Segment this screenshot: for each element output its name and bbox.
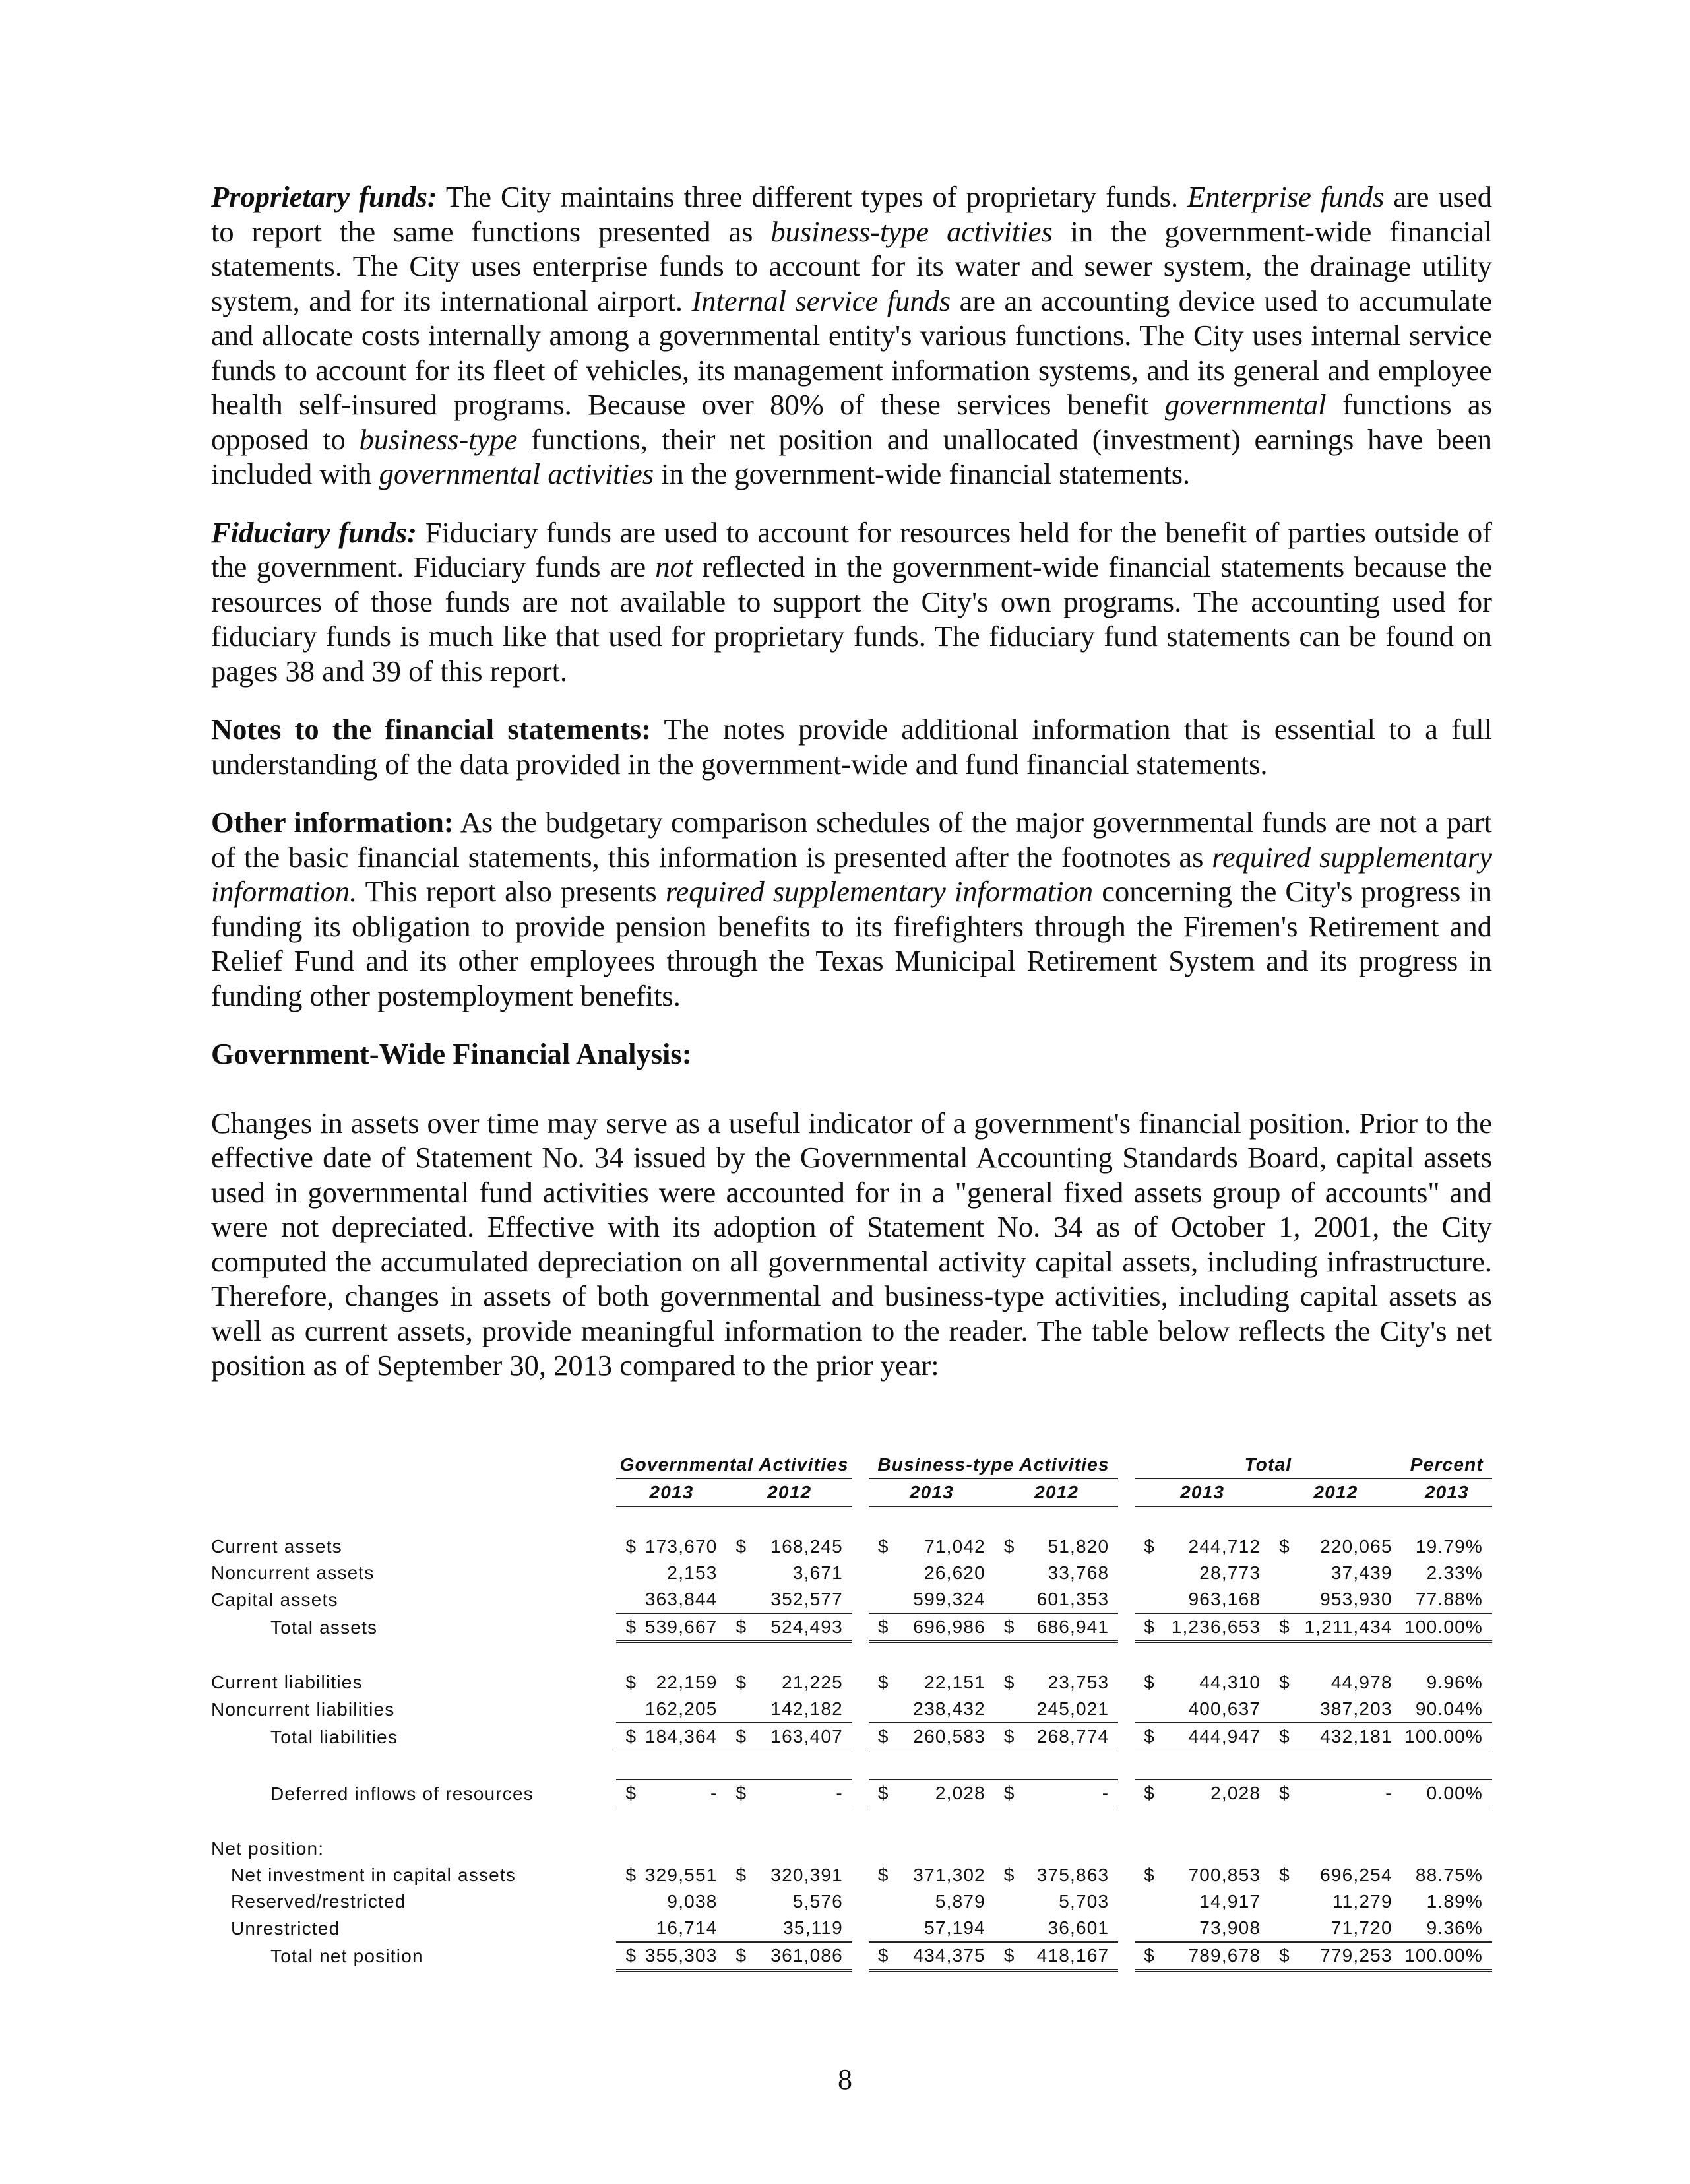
value-cell: 3,671 bbox=[792, 1562, 843, 1583]
currency-symbol: $ bbox=[727, 1780, 755, 1808]
table-row bbox=[211, 1780, 1492, 1808]
text: functions as opposed to bbox=[211, 388, 1493, 456]
currency-symbol bbox=[1270, 1696, 1298, 1723]
text: As the budgetary comparison schedules of the major governmental funds are not a part of the basic financial statements, this information is presented after the footnotes as bbox=[211, 806, 1492, 874]
value-cell: 1,211,434 bbox=[1298, 1613, 1402, 1642]
page-number: 8 bbox=[838, 2063, 852, 2096]
currency-symbol: $ bbox=[625, 1536, 637, 1557]
currency-symbol bbox=[995, 1696, 1023, 1723]
page-content bbox=[211, 179, 1493, 1966]
currency-symbol bbox=[727, 1696, 755, 1723]
value-cell: 35,119 bbox=[783, 1917, 843, 1938]
currency-symbol: $ bbox=[616, 1780, 644, 1808]
value-cell: 16,714 bbox=[656, 1917, 718, 1938]
value-cell: 57,194 bbox=[924, 1917, 986, 1938]
currency-symbol: $ bbox=[625, 1865, 637, 1885]
text: in the government-wide financial statements. The City uses enterprise funds to account for its water and sewer system, the drainage utility system, and for its international airport. bbox=[211, 214, 1492, 317]
currency-symbol: $ bbox=[727, 1613, 755, 1642]
value-cell: 387,203 bbox=[1320, 1698, 1393, 1719]
currency-symbol: $ bbox=[1270, 1723, 1298, 1751]
table-row bbox=[211, 1560, 1492, 1586]
value-cell: 26,620 bbox=[924, 1562, 986, 1583]
lead-other-information: Other information: bbox=[211, 806, 454, 839]
value-cell: 245,021 bbox=[1036, 1698, 1110, 1719]
table-row bbox=[211, 1586, 1492, 1613]
text: The City maintains three different types of proprietary funds. bbox=[437, 180, 1188, 213]
percent-cell: 9.36% bbox=[1426, 1917, 1483, 1938]
table-row bbox=[211, 1613, 1492, 1642]
row-label: Noncurrent assets bbox=[211, 1562, 375, 1583]
value-cell: 184,364 bbox=[645, 1723, 727, 1751]
currency-symbol: $ bbox=[1135, 1613, 1162, 1642]
value-cell: 14,917 bbox=[1199, 1891, 1261, 1911]
percent-cell: 2.33% bbox=[1426, 1562, 1483, 1583]
currency-symbol: $ bbox=[1270, 1942, 1298, 1970]
header-year: 2013 bbox=[869, 1479, 995, 1506]
value-cell: 686,941 bbox=[1023, 1613, 1118, 1642]
value-cell: 371,302 bbox=[913, 1865, 986, 1885]
currency-symbol bbox=[1135, 1696, 1162, 1723]
text: reflected in the government-wide financial statements because the resources of those funds are not available to support the City's own programs. The accounting used for fiduciary funds is much like that used for proprietary funds. The fiduciary fund statements can be found on pages 38 and 39 of this report. bbox=[211, 550, 1492, 688]
currency-symbol: $ bbox=[735, 1672, 747, 1692]
italic-term: required supplementary information bbox=[665, 875, 1094, 908]
percent-cell: 88.75% bbox=[1415, 1865, 1483, 1885]
value-cell: 2,153 bbox=[667, 1562, 718, 1583]
value-cell: 1,236,653 bbox=[1162, 1613, 1270, 1642]
value-cell: 963,168 bbox=[1188, 1589, 1261, 1609]
currency-symbol: $ bbox=[869, 1942, 897, 1970]
currency-symbol: $ bbox=[1003, 1865, 1015, 1885]
currency-symbol bbox=[727, 1888, 755, 1915]
value-cell: 23,753 bbox=[1048, 1672, 1110, 1692]
value-cell: 37,439 bbox=[1330, 1562, 1393, 1583]
percent-cell: 9.96% bbox=[1426, 1672, 1483, 1692]
percent-cell: 100.00% bbox=[1402, 1613, 1492, 1642]
value-cell: 418,167 bbox=[1023, 1942, 1118, 1970]
currency-symbol bbox=[869, 1915, 897, 1942]
text: are used to report the same functions presented as bbox=[211, 180, 1492, 248]
value-cell: 44,310 bbox=[1199, 1672, 1261, 1692]
value-cell: 260,583 bbox=[897, 1723, 995, 1751]
currency-symbol: $ bbox=[1279, 1865, 1290, 1885]
paragraph-notes bbox=[211, 712, 1492, 781]
currency-symbol: $ bbox=[869, 1613, 897, 1642]
value-cell: 51,820 bbox=[1048, 1536, 1110, 1557]
value-cell: 11,279 bbox=[1332, 1891, 1393, 1911]
header-percent: Percent bbox=[1402, 1452, 1492, 1479]
value-cell: 434,375 bbox=[897, 1942, 995, 1970]
currency-symbol: $ bbox=[995, 1780, 1023, 1808]
currency-symbol: $ bbox=[1270, 1613, 1298, 1642]
currency-symbol bbox=[1135, 1560, 1162, 1586]
value-cell: 779,253 bbox=[1298, 1942, 1402, 1970]
percent-cell: 100.00% bbox=[1402, 1723, 1492, 1751]
text: Fiduciary funds are used to account for resources held for the benefit of parties outside of the government. Fiduciary funds are bbox=[211, 515, 1492, 583]
value-cell: 36,601 bbox=[1048, 1917, 1110, 1938]
value-cell: 320,391 bbox=[770, 1865, 843, 1885]
header-year: 2013 bbox=[1402, 1479, 1492, 1506]
currency-symbol bbox=[869, 1560, 897, 1586]
percent-cell: 77.88% bbox=[1415, 1589, 1483, 1609]
table-row bbox=[211, 1888, 1492, 1915]
net-position-table bbox=[211, 1452, 1492, 1972]
currency-symbol: $ bbox=[995, 1723, 1023, 1751]
italic-term: Internal service funds bbox=[691, 284, 951, 317]
table-row bbox=[211, 1696, 1492, 1723]
value-cell: 9,038 bbox=[667, 1891, 718, 1911]
text: are an accounting device used to accumulate and allocate costs internally among a governmental entity's various functions. The City uses internal service funds to account for its fleet of vehicles, its management information systems, and its general and employee health self-insured programs. Because over 80% of these services benefit bbox=[211, 284, 1492, 421]
currency-symbol: $ bbox=[727, 1942, 755, 1970]
row-label: Capital assets bbox=[211, 1589, 338, 1610]
currency-symbol: $ bbox=[1003, 1672, 1015, 1692]
value-cell: 162,205 bbox=[644, 1698, 718, 1719]
lead-fiduciary-funds: Fiduciary funds: bbox=[211, 515, 417, 549]
header-year: 2013 bbox=[1135, 1479, 1270, 1506]
value-cell: 400,637 bbox=[1188, 1698, 1261, 1719]
italic-term: governmental bbox=[1164, 388, 1327, 421]
italic-term: business-type activities bbox=[770, 214, 1053, 248]
percent-cell: 1.89% bbox=[1426, 1891, 1483, 1911]
value-cell: - bbox=[1298, 1780, 1402, 1808]
percent-cell: 19.79% bbox=[1415, 1536, 1483, 1557]
currency-symbol: $ bbox=[877, 1536, 889, 1557]
row-label: Net investment in capital assets bbox=[231, 1865, 516, 1885]
currency-symbol bbox=[727, 1586, 755, 1613]
table-row bbox=[211, 1669, 1492, 1696]
table-row bbox=[211, 1915, 1492, 1942]
row-label: Net position: bbox=[211, 1838, 325, 1859]
value-cell: 142,182 bbox=[770, 1698, 843, 1719]
value-cell: 163,407 bbox=[755, 1723, 852, 1751]
row-label: Deferred inflows of resources bbox=[270, 1783, 534, 1804]
table-row bbox=[211, 1862, 1492, 1888]
table-row bbox=[211, 1836, 1492, 1862]
currency-symbol: $ bbox=[869, 1723, 897, 1751]
currency-symbol bbox=[1270, 1888, 1298, 1915]
currency-symbol: $ bbox=[1135, 1942, 1162, 1970]
currency-symbol: $ bbox=[616, 1942, 644, 1970]
row-label: Total net position bbox=[270, 1945, 423, 1966]
lead-proprietary-funds: Proprietary funds: bbox=[211, 180, 437, 213]
value-cell: 220,065 bbox=[1320, 1536, 1393, 1557]
currency-symbol bbox=[727, 1915, 755, 1942]
currency-symbol bbox=[616, 1888, 644, 1915]
percent-cell: 90.04% bbox=[1415, 1698, 1483, 1719]
currency-symbol: $ bbox=[727, 1723, 755, 1751]
row-label: Total liabilities bbox=[270, 1726, 398, 1747]
value-cell: 524,493 bbox=[755, 1613, 852, 1642]
text: This report also presents bbox=[357, 875, 666, 908]
header-year: 2012 bbox=[1270, 1479, 1402, 1506]
header-year: 2013 bbox=[616, 1479, 726, 1506]
table-row bbox=[211, 1723, 1492, 1751]
value-cell: 361,086 bbox=[755, 1942, 852, 1970]
value-cell: 444,947 bbox=[1162, 1723, 1270, 1751]
lead-notes: Notes to the financial statements: bbox=[211, 713, 651, 746]
value-cell: 363,844 bbox=[644, 1589, 718, 1609]
currency-symbol: $ bbox=[625, 1672, 637, 1692]
currency-symbol bbox=[1270, 1915, 1298, 1942]
value-cell: 700,853 bbox=[1188, 1865, 1261, 1885]
currency-symbol: $ bbox=[735, 1536, 747, 1557]
table-header-years bbox=[211, 1479, 1492, 1506]
value-cell: 352,577 bbox=[770, 1589, 843, 1609]
currency-symbol: $ bbox=[995, 1942, 1023, 1970]
value-cell: 789,678 bbox=[1162, 1942, 1270, 1970]
percent-cell: 0.00% bbox=[1402, 1780, 1492, 1808]
currency-symbol: $ bbox=[616, 1723, 644, 1751]
value-cell: 22,159 bbox=[656, 1672, 718, 1692]
value-cell: 696,986 bbox=[897, 1613, 995, 1642]
value-cell: - bbox=[645, 1780, 727, 1808]
value-cell: 173,670 bbox=[644, 1536, 718, 1557]
currency-symbol bbox=[995, 1888, 1023, 1915]
row-label: Reserved/restricted bbox=[231, 1891, 406, 1911]
value-cell: 355,303 bbox=[645, 1942, 727, 1970]
text: The notes provide additional information that is essential to a full understanding of the data provided in the government-wide and fund financial statements. bbox=[211, 713, 1492, 781]
value-cell: 601,353 bbox=[1036, 1589, 1110, 1609]
header-total: Total bbox=[1135, 1452, 1402, 1479]
currency-symbol bbox=[1135, 1888, 1162, 1915]
value-cell: 375,863 bbox=[1036, 1865, 1110, 1885]
header-business-type-activities: Business-type Activities bbox=[869, 1452, 1118, 1479]
currency-symbol bbox=[869, 1888, 897, 1915]
value-cell: 5,879 bbox=[935, 1891, 986, 1911]
value-cell: 599,324 bbox=[913, 1589, 986, 1609]
currency-symbol: $ bbox=[1135, 1780, 1162, 1808]
italic-term: Enterprise funds bbox=[1187, 180, 1385, 213]
paragraph-fiduciary-funds bbox=[211, 515, 1492, 689]
value-cell: 5,576 bbox=[792, 1891, 843, 1911]
table-row bbox=[211, 1942, 1492, 1970]
value-cell: - bbox=[755, 1780, 852, 1808]
currency-symbol bbox=[616, 1586, 644, 1613]
value-cell: 21,225 bbox=[782, 1672, 843, 1692]
currency-symbol: $ bbox=[1144, 1865, 1155, 1885]
value-cell: 2,028 bbox=[1162, 1780, 1270, 1808]
italic-term: not bbox=[655, 550, 693, 583]
row-label: Current assets bbox=[211, 1536, 342, 1557]
currency-symbol bbox=[1135, 1915, 1162, 1942]
paragraph-proprietary-funds bbox=[211, 179, 1492, 492]
value-cell: - bbox=[1023, 1780, 1118, 1808]
currency-symbol bbox=[616, 1915, 644, 1942]
value-cell: 22,151 bbox=[924, 1672, 986, 1692]
currency-symbol: $ bbox=[1270, 1780, 1298, 1808]
currency-symbol bbox=[616, 1560, 644, 1586]
currency-symbol: $ bbox=[877, 1672, 889, 1692]
value-cell: 238,432 bbox=[913, 1698, 986, 1719]
value-cell: 953,930 bbox=[1320, 1589, 1393, 1609]
currency-symbol: $ bbox=[1135, 1723, 1162, 1751]
currency-symbol: $ bbox=[1279, 1536, 1290, 1557]
value-cell: 44,978 bbox=[1330, 1672, 1393, 1692]
currency-symbol bbox=[869, 1586, 897, 1613]
currency-symbol bbox=[995, 1586, 1023, 1613]
row-label: Current liabilities bbox=[211, 1672, 363, 1692]
value-cell: 28,773 bbox=[1199, 1562, 1261, 1583]
currency-symbol: $ bbox=[877, 1865, 889, 1885]
value-cell: 244,712 bbox=[1188, 1536, 1261, 1557]
value-cell: 696,254 bbox=[1320, 1865, 1393, 1885]
value-cell: 73,908 bbox=[1199, 1917, 1261, 1938]
value-cell: 33,768 bbox=[1048, 1562, 1110, 1583]
value-cell: 539,667 bbox=[645, 1613, 727, 1642]
value-cell: 268,774 bbox=[1023, 1723, 1118, 1751]
italic-term: business-type bbox=[359, 422, 518, 456]
italic-term: governmental activities bbox=[379, 457, 654, 490]
currency-symbol bbox=[616, 1696, 644, 1723]
currency-symbol bbox=[995, 1915, 1023, 1942]
row-label: Unrestricted bbox=[231, 1917, 340, 1939]
paragraph-analysis: Changes in assets over time may serve as a useful indicator of a government's financial position. Prior to the effective date of Statement No. 34 issued by the Governmental Accounting Standards Board, capital assets used in governmental fund activities were accounted for in a "general fixed assets group of accounts" and were not depreciated. Effective with its adoption of Statement No. 34 as of October 1, 2001, the City computed the accumulated depreciation on all governmental activity capital assets, including infrastructure. Therefore, changes in assets of both governmental and business-type activities, including capital assets as well as current assets, provide meaningful information to the reader. The table below reflects the City's net position as of September 30, 2013 compared to the prior year: bbox=[211, 1106, 1492, 1382]
header-governmental-activities: Governmental Activities bbox=[616, 1452, 852, 1479]
header-year: 2012 bbox=[727, 1479, 852, 1506]
row-label: Total assets bbox=[270, 1617, 378, 1638]
currency-symbol: $ bbox=[1144, 1536, 1155, 1557]
section-heading: Government-Wide Financial Analysis: bbox=[211, 1037, 692, 1070]
table-row bbox=[211, 1533, 1492, 1560]
value-cell: 71,042 bbox=[924, 1536, 986, 1557]
currency-symbol bbox=[1270, 1560, 1298, 1586]
table-header-groups bbox=[211, 1452, 1492, 1479]
text: concerning the City's progress in funding its obligation to provide pension benefits to its firefighters through the Firemen's Retirement and Relief Fund and its other employees through the Texas Municipal Retirement System and its progress in funding other postemployment benefits. bbox=[211, 875, 1492, 1012]
header-year: 2012 bbox=[995, 1479, 1118, 1506]
currency-symbol bbox=[727, 1560, 755, 1586]
percent-cell: 100.00% bbox=[1402, 1942, 1492, 1970]
currency-symbol bbox=[1135, 1586, 1162, 1613]
text: in the government-wide financial statements. bbox=[654, 457, 1191, 490]
text: functions, their net position and unallocated (investment) earnings have been included with bbox=[211, 422, 1492, 490]
currency-symbol: $ bbox=[869, 1780, 897, 1808]
currency-symbol: $ bbox=[1279, 1672, 1290, 1692]
currency-symbol: $ bbox=[616, 1613, 644, 1642]
value-cell: 168,245 bbox=[770, 1536, 843, 1557]
value-cell: 5,703 bbox=[1059, 1891, 1110, 1911]
value-cell: 432,181 bbox=[1298, 1723, 1402, 1751]
currency-symbol: $ bbox=[735, 1865, 747, 1885]
currency-symbol: $ bbox=[995, 1613, 1023, 1642]
value-cell: 71,720 bbox=[1330, 1917, 1393, 1938]
value-cell: 329,551 bbox=[644, 1865, 718, 1885]
currency-symbol: $ bbox=[1003, 1536, 1015, 1557]
currency-symbol bbox=[869, 1696, 897, 1723]
row-label: Noncurrent liabilities bbox=[211, 1698, 395, 1719]
italic-term: required supplementary information. bbox=[211, 840, 1493, 908]
currency-symbol bbox=[995, 1560, 1023, 1586]
currency-symbol bbox=[1270, 1586, 1298, 1613]
value-cell: 2,028 bbox=[897, 1780, 995, 1808]
paragraph-other-information bbox=[211, 805, 1492, 1013]
currency-symbol: $ bbox=[1144, 1672, 1155, 1692]
